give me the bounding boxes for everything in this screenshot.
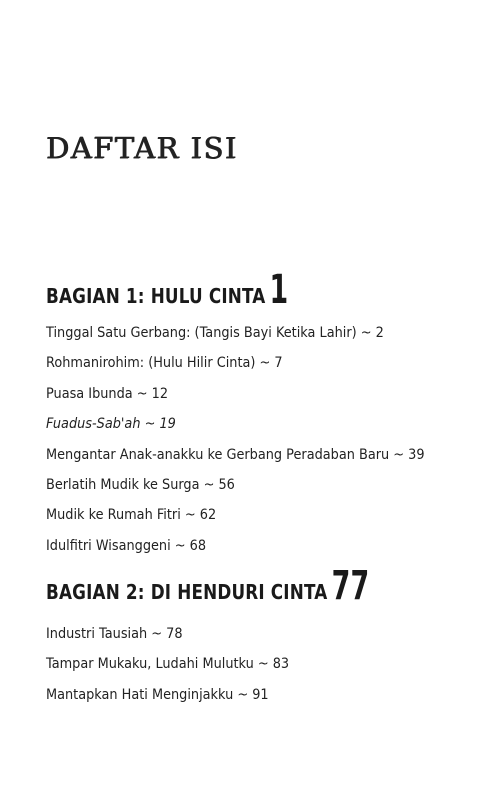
toc-entry: Mudik ke Rumah Fitri ~ 62 (46, 507, 217, 524)
section-page-number: 1 (269, 267, 289, 313)
toc-entry: Tampar Mukaku, Ludahi Mulutku ~ 83 (46, 656, 290, 673)
toc-entry: Tinggal Satu Gerbang: (Tangis Bayi Ketika Lahir) ~ 2 (46, 325, 384, 341)
toc-entry: Industri Tausiah ~ 78 (46, 626, 183, 642)
section-heading-bagian-1 (46, 267, 293, 313)
section-page-number: 77 (331, 563, 370, 609)
toc-entry: Mengantar Anak-anakku ke Gerbang Peradaban Baru ~ 39 (46, 446, 425, 463)
page-title: DAFTAR ISI (46, 131, 238, 165)
section-entries-list (46, 619, 476, 710)
toc-entry: Idulfitri Wisanggeni ~ 68 (46, 537, 207, 554)
toc-entry: Fuadus-Sab'ah ~ 19 (46, 416, 176, 433)
toc-entry: Puasa Ibunda ~ 12 (46, 385, 169, 402)
section-heading-label: BAGIAN 2: DI HENDURI CINTA (46, 580, 328, 604)
section-entries-list (46, 318, 476, 561)
toc-entry: Berlatih Mudik ke Surga ~ 56 (46, 476, 235, 493)
toc-entry: Mantapkan Hati Menginjakku ~ 91 (46, 686, 269, 703)
section-heading-bagian-2 (46, 563, 379, 609)
section-heading-label: BAGIAN 1: HULU CINTA (46, 284, 266, 308)
toc-entry: Rohmanirohim: (Hulu Hilir Cinta) ~ 7 (46, 355, 283, 372)
